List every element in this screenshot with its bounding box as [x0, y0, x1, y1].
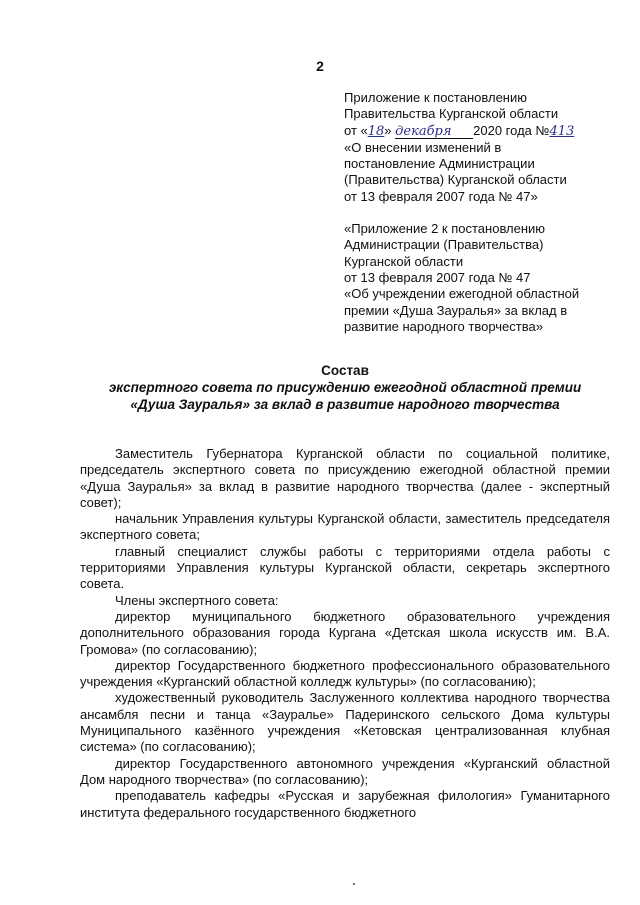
- paragraph-chairman: Заместитель Губернатора Курганской области по социальной политике, председатель экспертного совета по присуждению ежегодной областной премии «Душа Зауралья» за вклад в развитие народного творчества (далее - экспертный совет);: [80, 446, 610, 510]
- paragraph-member-4: директор Государственного автономного учреждения «Курганский областной Дом народного творчества» (по согласованию);: [80, 755, 610, 787]
- paragraph-member-2: директор Государственного бюджетного профессионального образовательного учреждения «Курганский областной колледж культуры» (по согласованию);: [80, 657, 610, 690]
- document-title: [80, 362, 610, 413]
- sub-appendix-line-4: от 13 февраля 2007 года № 47: [344, 269, 531, 285]
- paragraph-secretary: главный специалист службы работы с территориями отдела работы с территориями Управления культуры Курганской области, секретарь экспертного совета.: [80, 543, 610, 592]
- appendix-line-7: от 13 февраля 2007 года № 47»: [344, 188, 538, 204]
- paragraph-member-3: художественный руководитель Заслуженного коллектива народного творчества ансамбля песни и танца «Зауралье» Падеринского сельского Дома культуры Муниципального казённого учреждения «Кетовская централизованная клубная система» (по согласованию);: [80, 690, 610, 755]
- page-number: 2: [316, 58, 324, 74]
- appendix-line-1: Приложение к постановлению: [344, 90, 527, 105]
- paragraph-deputy-chairman: начальник Управления культуры Курганской области, заместитель председателя экспертного совета;: [80, 511, 610, 543]
- date-year: 2020 года №: [473, 122, 550, 138]
- paragraph-member-5: преподаватель кафедры «Русская и зарубежная филология» Гуманитарного института федерального государственного бюджетного: [80, 788, 610, 820]
- sub-appendix-line-5: «Об учреждении ежегодной областной: [344, 286, 580, 302]
- appendix-date-line: [344, 123, 624, 140]
- sub-appendix-line-2: Администрации (Правительства): [344, 237, 544, 253]
- title-line-2: экспертного совета по присуждению ежегодной областной премии: [108, 380, 582, 395]
- scan-dot: [353, 883, 355, 885]
- appendix-line-4: «О внесении изменений в: [344, 139, 502, 155]
- date-mid: »: [384, 122, 396, 138]
- appendix-header: [344, 90, 624, 335]
- date-prefix: от «: [344, 122, 368, 138]
- paragraph-member-1: директор муниципального бюджетного образовательного учреждения дополнительного образования города Кургана «Детская школа искусств им. В.А. Громова» (по согласованию);: [80, 608, 610, 657]
- handwritten-day: 18: [367, 123, 385, 139]
- paragraph-members-heading: Члены экспертного совета:: [115, 592, 279, 608]
- sub-appendix-line-1: «Приложение 2 к постановлению: [344, 221, 546, 237]
- handwritten-month: декабря: [395, 125, 473, 139]
- title-line-3: «Душа Зауралья» за вклад в развитие народного творчества: [130, 397, 560, 412]
- appendix-line-6: (Правительства) Курганской области: [344, 172, 567, 188]
- appendix-line-2: Правительства Курганской области: [344, 106, 559, 122]
- sub-appendix-line-6: премии «Душа Зауралья» за вклад в: [344, 302, 568, 318]
- handwritten-number: 413: [549, 123, 575, 139]
- title-line-1: Состав: [321, 363, 369, 378]
- sub-appendix-line-3: Курганской области: [344, 253, 464, 269]
- sub-appendix-line-7: развитие народного творчества»: [344, 318, 543, 334]
- document-body: [80, 446, 610, 821]
- appendix-line-5: постановление Администрации: [344, 156, 535, 172]
